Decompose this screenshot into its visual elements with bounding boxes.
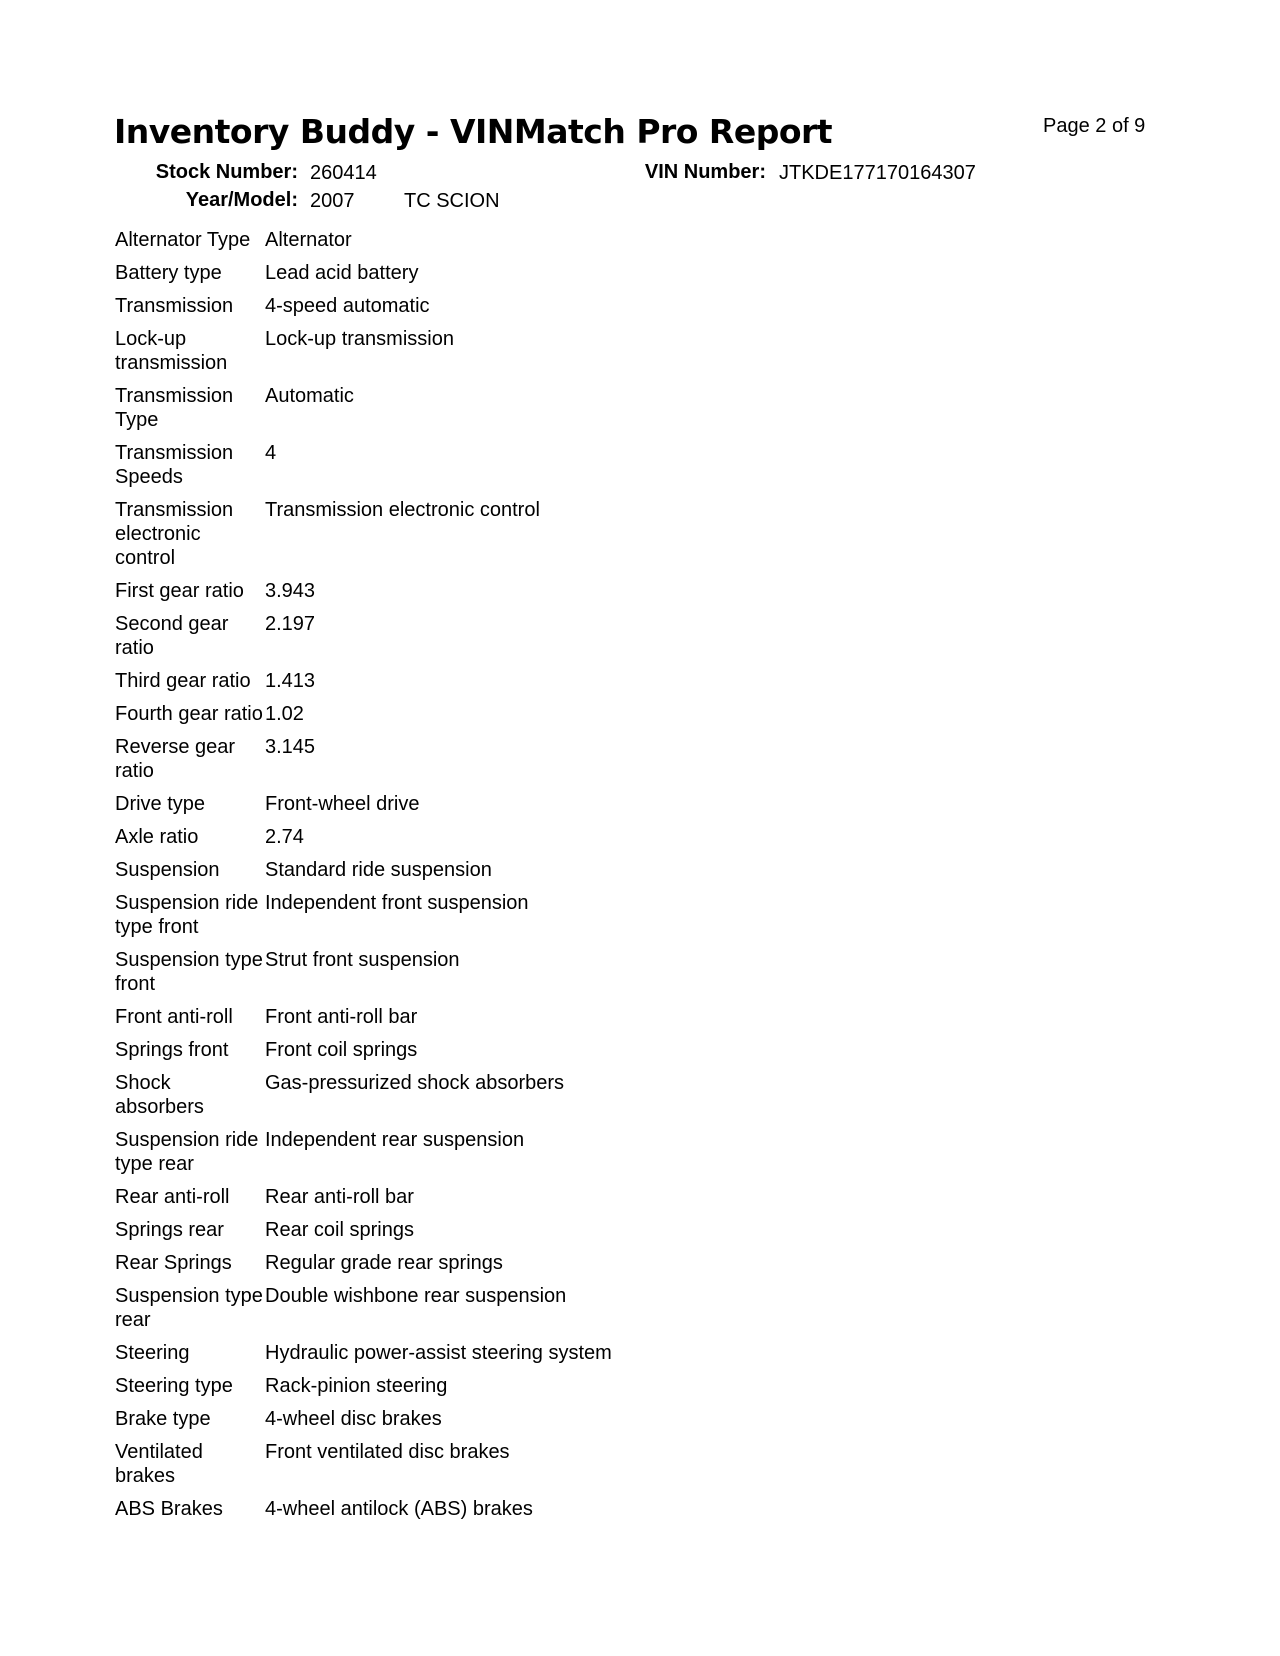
spec-value: Rear coil springs bbox=[265, 1219, 414, 1241]
spec-row bbox=[115, 579, 815, 603]
spec-label: Rear anti-roll bbox=[115, 1186, 230, 1208]
spec-row bbox=[115, 891, 815, 939]
spec-row bbox=[115, 441, 815, 489]
spec-label: Brake type bbox=[115, 1408, 211, 1430]
spec-label: ABS Brakes bbox=[115, 1498, 223, 1520]
spec-label: Drive type bbox=[115, 793, 206, 815]
spec-row bbox=[115, 1341, 815, 1365]
spec-value: 4-speed automatic bbox=[265, 295, 430, 317]
spec-value: Transmission electronic control bbox=[265, 499, 540, 521]
spec-value: 1.02 bbox=[265, 703, 304, 725]
spec-label: Springs front bbox=[115, 1039, 229, 1061]
spec-label: Reverse gear ratio bbox=[115, 736, 236, 782]
spec-label: Transmission Type bbox=[115, 385, 234, 431]
spec-value: 3.145 bbox=[265, 736, 316, 758]
spec-row bbox=[115, 384, 815, 432]
spec-row bbox=[115, 1218, 815, 1242]
spec-label: Axle ratio bbox=[115, 826, 199, 848]
spec-row bbox=[115, 669, 815, 693]
spec-label: Suspension type front bbox=[115, 949, 263, 995]
spec-row bbox=[115, 1128, 815, 1176]
spec-value: 2.74 bbox=[265, 826, 304, 848]
spec-value: Front ventilated disc brakes bbox=[265, 1441, 510, 1463]
report-title: Inventory Buddy - VINMatch Pro Report bbox=[114, 112, 833, 151]
year-model-label: Year/Model: bbox=[185, 189, 298, 211]
spec-value: Rear anti-roll bar bbox=[265, 1186, 414, 1208]
spec-row bbox=[115, 327, 815, 375]
spec-row bbox=[115, 948, 815, 996]
spec-row bbox=[115, 1497, 815, 1521]
spec-value: Automatic bbox=[265, 385, 354, 407]
stock-number-label: Stock Number: bbox=[155, 161, 298, 183]
spec-label: Transmission electronic control bbox=[115, 499, 234, 569]
spec-row bbox=[115, 858, 815, 882]
spec-row bbox=[115, 498, 815, 570]
spec-value: Rack-pinion steering bbox=[265, 1375, 448, 1397]
spec-label: Shock absorbers bbox=[115, 1072, 204, 1118]
spec-value: Front coil springs bbox=[265, 1039, 418, 1061]
page-number: Page 2 of 9 bbox=[1043, 115, 1146, 137]
spec-value: 4-wheel disc brakes bbox=[265, 1408, 442, 1430]
spec-row bbox=[115, 228, 815, 252]
spec-list bbox=[115, 228, 815, 1530]
spec-label: Battery type bbox=[115, 262, 222, 284]
spec-row bbox=[115, 261, 815, 285]
spec-label: Alternator Type bbox=[115, 229, 251, 251]
spec-value: Double wishbone rear suspension bbox=[265, 1285, 567, 1307]
spec-value: 1.413 bbox=[265, 670, 316, 692]
stock-number-value: 260414 bbox=[310, 162, 377, 184]
spec-value: Gas-pressurized shock absorbers bbox=[265, 1072, 565, 1094]
spec-label: Suspension type rear bbox=[115, 1285, 263, 1331]
spec-label: Lock-up transmission bbox=[115, 328, 228, 374]
spec-label: Front anti-roll bbox=[115, 1006, 233, 1028]
spec-row bbox=[115, 735, 815, 783]
spec-label: Ventilated brakes bbox=[115, 1441, 203, 1487]
spec-value: Independent front suspension bbox=[265, 892, 529, 914]
spec-value: 2.197 bbox=[265, 613, 316, 635]
spec-value: Standard ride suspension bbox=[265, 859, 492, 881]
spec-value: Regular grade rear springs bbox=[265, 1252, 503, 1274]
spec-label: Rear Springs bbox=[115, 1252, 232, 1274]
spec-row bbox=[115, 792, 815, 816]
spec-label: Steering bbox=[115, 1342, 190, 1364]
spec-value: Front-wheel drive bbox=[265, 793, 420, 815]
spec-value: Lock-up transmission bbox=[265, 328, 454, 350]
spec-label: Transmission bbox=[115, 295, 234, 317]
spec-value: Strut front suspension bbox=[265, 949, 460, 971]
spec-value: Lead acid battery bbox=[265, 262, 419, 284]
spec-row bbox=[115, 1005, 815, 1029]
spec-row bbox=[115, 612, 815, 660]
spec-label: Second gear ratio bbox=[115, 613, 229, 659]
spec-row bbox=[115, 1251, 815, 1275]
spec-row bbox=[115, 825, 815, 849]
year-value: 2007 bbox=[310, 190, 355, 212]
spec-row bbox=[115, 1038, 815, 1062]
spec-value: Independent rear suspension bbox=[265, 1129, 525, 1151]
spec-row bbox=[115, 1440, 815, 1488]
spec-row bbox=[115, 1407, 815, 1431]
model-value: TC SCION bbox=[404, 190, 500, 212]
spec-row bbox=[115, 1071, 815, 1119]
spec-value: 3.943 bbox=[265, 580, 316, 602]
spec-label: Suspension ride type rear bbox=[115, 1129, 259, 1175]
spec-label: First gear ratio bbox=[115, 580, 244, 602]
spec-value: 4 bbox=[265, 442, 277, 464]
spec-row bbox=[115, 702, 815, 726]
spec-value: Front anti-roll bar bbox=[265, 1006, 418, 1028]
spec-label: Fourth gear ratio bbox=[115, 703, 263, 725]
spec-label: Suspension bbox=[115, 859, 220, 881]
spec-row bbox=[115, 1284, 815, 1332]
spec-label: Third gear ratio bbox=[115, 670, 251, 692]
spec-label: Steering type bbox=[115, 1375, 233, 1397]
spec-label: Suspension ride type front bbox=[115, 892, 259, 938]
spec-row bbox=[115, 294, 815, 318]
spec-value: Hydraulic power-assist steering system bbox=[265, 1342, 612, 1364]
spec-label: Springs rear bbox=[115, 1219, 224, 1241]
spec-label: Transmission Speeds bbox=[115, 442, 234, 488]
vin-number-label: VIN Number: bbox=[644, 161, 766, 183]
vin-number-value: JTKDE177170164307 bbox=[779, 162, 976, 184]
spec-value: 4-wheel antilock (ABS) brakes bbox=[265, 1498, 533, 1520]
spec-row bbox=[115, 1374, 815, 1398]
spec-value: Alternator bbox=[265, 229, 352, 251]
spec-row bbox=[115, 1185, 815, 1209]
